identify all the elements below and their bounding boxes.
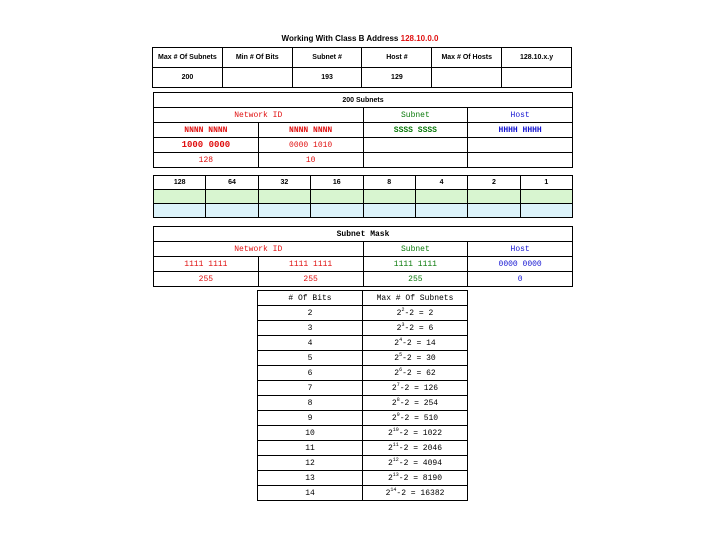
formula-base: 2: [391, 398, 397, 408]
mask-bits-cell: 1111 1111: [363, 257, 468, 272]
formula-result: -2 = 4094: [398, 458, 443, 468]
table-row: [258, 441, 468, 456]
formula-result: -2 = 14: [402, 338, 436, 348]
bits-count-cell: 7: [258, 381, 363, 396]
bit-value-cell: 32: [258, 176, 310, 190]
formula-exponent: 4: [399, 336, 403, 343]
bits-count-cell: 12: [258, 456, 363, 471]
max-subnets-header: Max # Of Subnets: [363, 291, 468, 306]
subnet-mask-table: [153, 226, 573, 287]
bit-value-cell: 1: [520, 176, 572, 190]
mask-host-label: Host: [468, 242, 573, 257]
network-id-label: Network ID: [154, 108, 364, 123]
formula-exponent: 6: [399, 366, 403, 373]
pattern-cell: SSSS SSSS: [363, 123, 468, 138]
formula-result: -2 = 8190: [398, 473, 443, 483]
mask-section-row: [154, 242, 573, 257]
bit-cell: [206, 204, 258, 218]
bit-cell: [311, 204, 363, 218]
summary-value-cell: [502, 68, 572, 88]
title-text: Working With Class B Address: [281, 34, 399, 43]
subnet-label: Subnet: [363, 108, 468, 123]
pattern-cell: HHHH HHHH: [468, 123, 573, 138]
formula-base: 2: [394, 368, 400, 378]
summary-header-cell: 128.10.x.y: [502, 48, 572, 68]
formula-exponent: 3: [401, 321, 405, 328]
bit-cell: [154, 190, 206, 204]
summary-value-cell: [432, 68, 502, 88]
mask-network-id-label: Network ID: [154, 242, 364, 257]
formula-cell: [363, 396, 468, 411]
bits-count-cell: 4: [258, 336, 363, 351]
bit-green-row: [154, 190, 573, 204]
formula-cell: [363, 471, 468, 486]
formula-cell: [363, 456, 468, 471]
formula-result: -2 = 30: [402, 353, 436, 363]
bit-cell: [258, 190, 310, 204]
table-row: [258, 336, 468, 351]
summary-header-cell: Max # Of Subnets: [153, 48, 223, 68]
mask-bits-row: [154, 257, 573, 272]
summary-value-cell: [222, 68, 292, 88]
formula-base: 2: [396, 308, 402, 318]
bit-cell: [468, 204, 520, 218]
bit-value-cell: 4: [415, 176, 467, 190]
bit-values-header-row: [154, 176, 573, 190]
formula-cell: [363, 306, 468, 321]
bits-count-cell: 6: [258, 366, 363, 381]
formula-base: 2: [394, 338, 400, 348]
bits-cell: 1000 0000: [154, 138, 259, 153]
formula-base: 2: [387, 443, 393, 453]
host-label: Host: [468, 108, 573, 123]
subnets-table: [153, 92, 573, 168]
table-row: [258, 426, 468, 441]
bit-cell: [520, 190, 572, 204]
formula-result: -2 = 510: [399, 413, 439, 423]
formula-base: 2: [387, 458, 393, 468]
bit-cell: [415, 190, 467, 204]
formula-cell: [363, 366, 468, 381]
formula-result: -2 = 16382: [396, 488, 445, 498]
mask-decimal-cell: 255: [363, 272, 468, 287]
summary-table: [152, 47, 572, 88]
pattern-cell: NNNN NNNN: [258, 123, 363, 138]
formula-exponent: 2: [401, 306, 405, 313]
formula-result: -2 = 1022: [398, 428, 443, 438]
decimal-cell: [363, 153, 468, 168]
bit-cell: [363, 204, 415, 218]
formula-cell: [363, 336, 468, 351]
table-row: [258, 456, 468, 471]
summary-value-cell: 193: [292, 68, 362, 88]
formula-cell: [363, 486, 468, 501]
formula-exponent: 5: [399, 351, 403, 358]
bit-cell: [258, 204, 310, 218]
decimal-cell: [468, 153, 573, 168]
subnets-title: 200 Subnets: [154, 93, 573, 108]
summary-header-row: [153, 48, 572, 68]
subnets-title-row: [154, 93, 573, 108]
bits-count-cell: 5: [258, 351, 363, 366]
formula-exponent: 9: [396, 411, 400, 418]
summary-value-row: [153, 68, 572, 88]
decimal-cell: 10: [258, 153, 363, 168]
table-row: [258, 351, 468, 366]
bits-cell: 0000 1010: [258, 138, 363, 153]
formula-result: -2 = 62: [402, 368, 436, 378]
table-row: [258, 381, 468, 396]
bit-value-cell: 128: [154, 176, 206, 190]
formula-cell: [363, 411, 468, 426]
bit-cyan-row: [154, 204, 573, 218]
decimal-cell: 128: [154, 153, 259, 168]
bits-subnets-table: [257, 290, 468, 501]
formula-base: 2: [387, 428, 393, 438]
summary-header-cell: Host #: [362, 48, 432, 68]
bit-cell: [415, 204, 467, 218]
pattern-row: [154, 123, 573, 138]
summary-value-cell: 200: [153, 68, 223, 88]
table-row: [258, 396, 468, 411]
bit-cell: [468, 190, 520, 204]
mask-decimal-cell: 0: [468, 272, 573, 287]
formula-exponent: 12: [392, 456, 399, 463]
bit-cell: [206, 190, 258, 204]
formula-exponent: 7: [396, 381, 400, 388]
formula-cell: [363, 381, 468, 396]
bit-cell: [154, 204, 206, 218]
bits-cell: [468, 138, 573, 153]
formula-cell: [363, 426, 468, 441]
table-row: [258, 471, 468, 486]
formula-exponent: 13: [392, 471, 399, 478]
mask-bits-cell: 1111 1111: [154, 257, 259, 272]
table-row: [258, 306, 468, 321]
formula-base: 2: [391, 383, 397, 393]
bits-cell: [363, 138, 468, 153]
bit-cell: [363, 190, 415, 204]
formula-base: 2: [394, 353, 400, 363]
table-row: [258, 321, 468, 336]
summary-header-cell: Min # Of Bits: [222, 48, 292, 68]
pattern-cell: NNNN NNNN: [154, 123, 259, 138]
bits-count-cell: 3: [258, 321, 363, 336]
formula-exponent: 8: [396, 396, 400, 403]
bits-count-cell: 10: [258, 426, 363, 441]
bit-value-cell: 16: [311, 176, 363, 190]
formula-cell: [363, 441, 468, 456]
bit-value-cell: 2: [468, 176, 520, 190]
subnets-section-row: [154, 108, 573, 123]
summary-header-cell: Subnet #: [292, 48, 362, 68]
bits-count-cell: 8: [258, 396, 363, 411]
table-row: [258, 411, 468, 426]
formula-exponent: 11: [392, 441, 399, 448]
bit-cell: [311, 190, 363, 204]
formula-base: 2: [391, 413, 397, 423]
decimal-row: [154, 153, 573, 168]
formula-result: -2 = 2046: [398, 443, 443, 453]
formula-result: -2 = 2: [404, 308, 434, 318]
bits-count-cell: 13: [258, 471, 363, 486]
summary-header-cell: Max # Of Hosts: [432, 48, 502, 68]
bits-count-cell: 9: [258, 411, 363, 426]
mask-title: Subnet Mask: [154, 227, 573, 242]
bits-count-cell: 2: [258, 306, 363, 321]
formula-base: 2: [396, 323, 402, 333]
formula-cell: [363, 351, 468, 366]
mask-bits-cell: 1111 1111: [258, 257, 363, 272]
page-title: [0, 34, 720, 43]
mask-decimal-cell: 255: [258, 272, 363, 287]
formula-result: -2 = 126: [399, 383, 439, 393]
bits-row: [154, 138, 573, 153]
formula-cell: [363, 321, 468, 336]
mask-bits-cell: 0000 0000: [468, 257, 573, 272]
formula-exponent: 14: [390, 486, 397, 493]
bit-value-cell: 64: [206, 176, 258, 190]
formula-result: -2 = 6: [404, 323, 434, 333]
formula-base: 2: [385, 488, 391, 498]
summary-value-cell: 129: [362, 68, 432, 88]
mask-decimal-cell: 255: [154, 272, 259, 287]
bits-count-cell: 11: [258, 441, 363, 456]
mask-subnet-label: Subnet: [363, 242, 468, 257]
bits-subnets-header-row: [258, 291, 468, 306]
bit-cell: [520, 204, 572, 218]
formula-result: -2 = 254: [399, 398, 439, 408]
title-address: 128.10.0.0: [400, 34, 439, 43]
mask-title-row: [154, 227, 573, 242]
formula-base: 2: [387, 473, 393, 483]
table-row: [258, 366, 468, 381]
bits-header: # Of Bits: [258, 291, 363, 306]
mask-decimal-row: [154, 272, 573, 287]
table-row: [258, 486, 468, 501]
bits-count-cell: 14: [258, 486, 363, 501]
bit-values-table: [153, 175, 573, 218]
bit-value-cell: 8: [363, 176, 415, 190]
formula-exponent: 10: [392, 426, 399, 433]
